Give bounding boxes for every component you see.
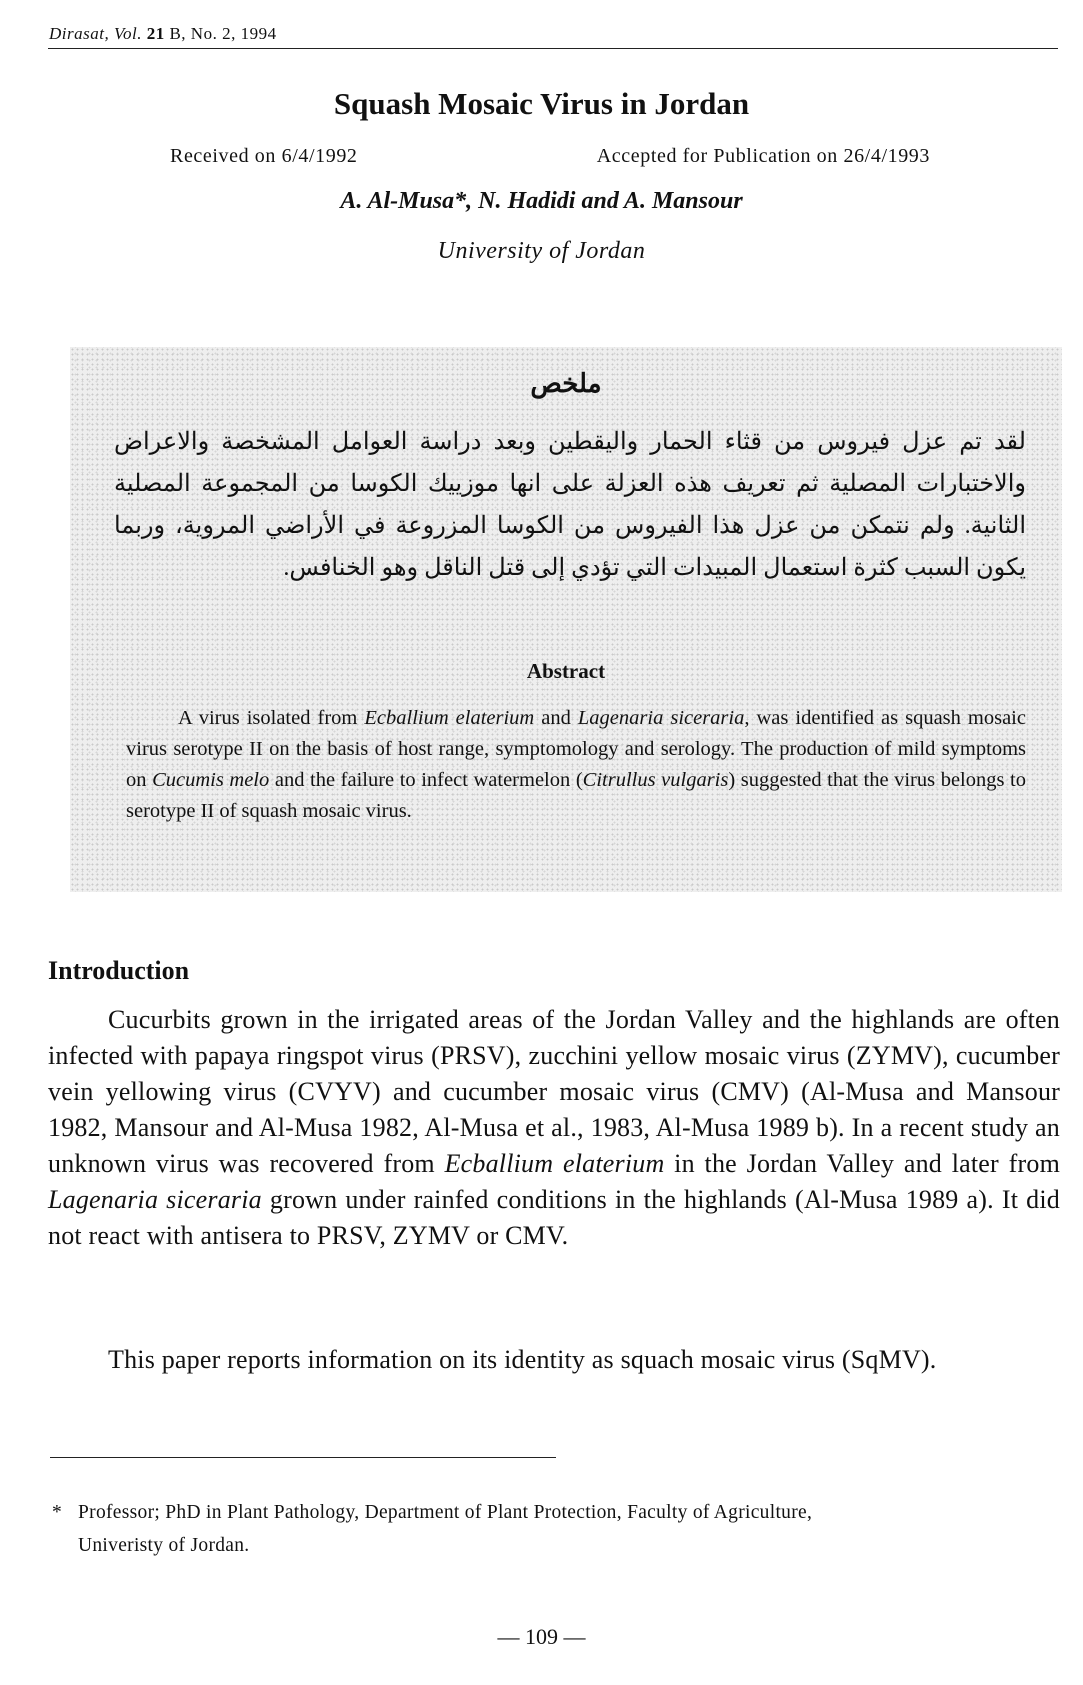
journal-reference [49,24,277,44]
volume-prefix: , Vol. [104,24,142,43]
abstract-text-part: A virus isolated from [178,707,365,729]
journal-name: Dirasat [49,24,105,43]
abstract-box [70,347,1062,892]
abstract-text [126,703,1026,827]
paragraph-text-part: in the Jordan Valley and later from [664,1149,1060,1178]
species-name: Citrullus vulgaris [582,769,729,791]
issue-info: B, No. 2, 1994 [169,24,277,43]
abstract-text-part: and [534,707,578,729]
header-rule [48,48,1058,49]
article-title: Squash Mosaic Virus in Jordan [333,86,750,121]
page-number: — 109 — [497,1624,586,1649]
arabic-abstract-title: ملخص [530,369,602,398]
article-dates [170,145,930,168]
species-name: Lagenaria siceraria [48,1185,262,1214]
affiliation: University of Jordan [437,238,646,264]
footnote-marker: * [52,1502,63,1523]
species-name: Ecballium elaterium [444,1149,665,1178]
introduction-heading: Introduction [48,956,190,985]
footnote [52,1496,1062,1562]
abstract-heading: Abstract [526,659,606,683]
species-name: Lagenaria siceraria [577,707,745,729]
paragraph-text-part: Cucurbits grown in the irrigated areas of the Jordan Valley and the highlands are often infected with papaya ringspot virus (PRSV), zucchini yellow mosaic virus (ZYMV), cucumber vein yellowing virus (CVYV) and cucumber mosaic virus (CMV) (Al-Musa and Mansour 1982, Mansour and Al-Musa 1982, Al-Musa et al., 1983, Al-Musa 1989 b). In a recent study an unknown virus was recovered from [48,1005,1060,1178]
abstract-text-part: and the failure to infect watermelon ( [269,769,583,791]
authors: A. Al-Musa*, N. Hadidi and A. Mansour [340,188,743,214]
introduction-paragraph-1 [48,1002,1060,1254]
abstract-text-part: , was identified as squash mosaic virus serotype II on the basis of host range, symptomology and serology. The production of mild symptoms on [126,707,1026,791]
accepted-date: Accepted for Publication on 26/4/1993 [596,145,930,167]
paragraph-text-part: grown under rainfed conditions in the highlands (Al-Musa 1989 a). It did not react with antisera to PRSV, ZYMV or CMV. [48,1185,1060,1250]
species-name: Cucumis melo [152,769,270,791]
arabic-abstract-text: لقد تم عزل فيروس من قثاء الحمار واليقطين وبعد دراسة العوامل المشخصة والاعراض والاختبارات المصلية ثم تعريف هذه العزلة على انها موزييك الكوسا من المجموعة المصلية الثانية. ولم نتمكن من عزل هذا الفيروس من الكوسا المزروعة في الأراضي المروية، وربما يكون السبب كثرة استعمال المبيدات التي تؤدي إلى قتل الناقل وهو الخنافس. [114,429,1026,581]
abstract-text-part: ) suggested that the virus belongs to serotype II of squash mosaic virus. [126,769,1026,822]
volume-number: 21 [146,24,165,43]
introduction-paragraph-2: This paper reports information on its identity as squach mosaic virus (SqMV). [108,1345,937,1374]
received-date: Received on 6/4/1992 [170,145,358,167]
footnote-rule [50,1457,556,1458]
footnote-line-1: Professor; PhD in Plant Pathology, Department of Plant Protection, Faculty of Agriculture, [78,1502,813,1523]
species-name: Ecballium elaterium [364,707,535,729]
footnote-line-2: Univeristy of Jordan. [78,1535,250,1556]
